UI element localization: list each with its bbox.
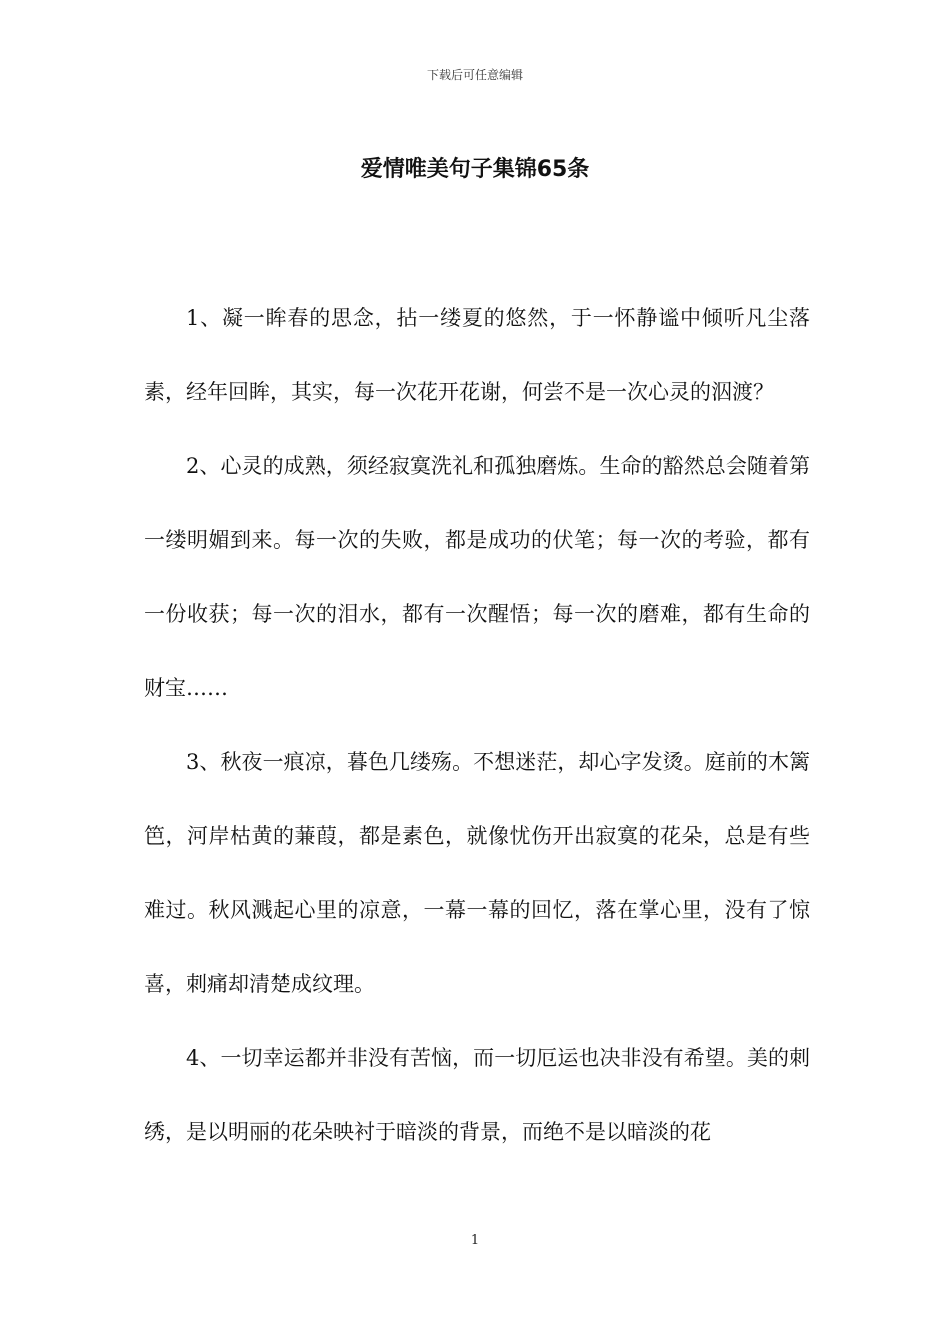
paragraph-3: 3、秋夜一痕凉，暮色几缕殇。不想迷茫，却心字发烫。庭前的木篱笆，河岸枯黄的蒹葭，都是素色，就像忧伤开出寂寞的花朵，总是有些难过。秋风溅起心里的凉意，一幕一幕的回忆，落在掌心里，没有了惊喜，刺痛却清楚成纹理。	[144, 750, 810, 996]
paragraph-2: 2、心灵的成熟，须经寂寞洗礼和孤独磨炼。生命的豁然总会随着第一缕明媚到来。每一次的失败，都是成功的伏笔；每一次的考验，都有一份收获；每一次的泪水，都有一次醒悟；每一次的磨难，都有生命的财宝……	[144, 454, 810, 700]
document-title: 爱情唯美句子集锦65条	[360, 157, 590, 182]
header-note: 下载后可任意编辑	[426, 68, 523, 82]
page-number: 1	[470, 1233, 480, 1248]
paragraph-4: 4、一切幸运都并非没有苦恼，而一切厄运也决非没有希望。美的刺绣，是以明丽的花朵映衬于暗淡的背景，而绝不是以暗淡的花	[144, 1046, 810, 1144]
paragraph-1: 1、凝一眸春的思念，拈一缕夏的悠然，于一怀静谧中倾听凡尘落素，经年回眸，其实，每一次花开花谢，何尝不是一次心灵的泅渡？	[144, 306, 810, 404]
document-body	[144, 281, 810, 1169]
